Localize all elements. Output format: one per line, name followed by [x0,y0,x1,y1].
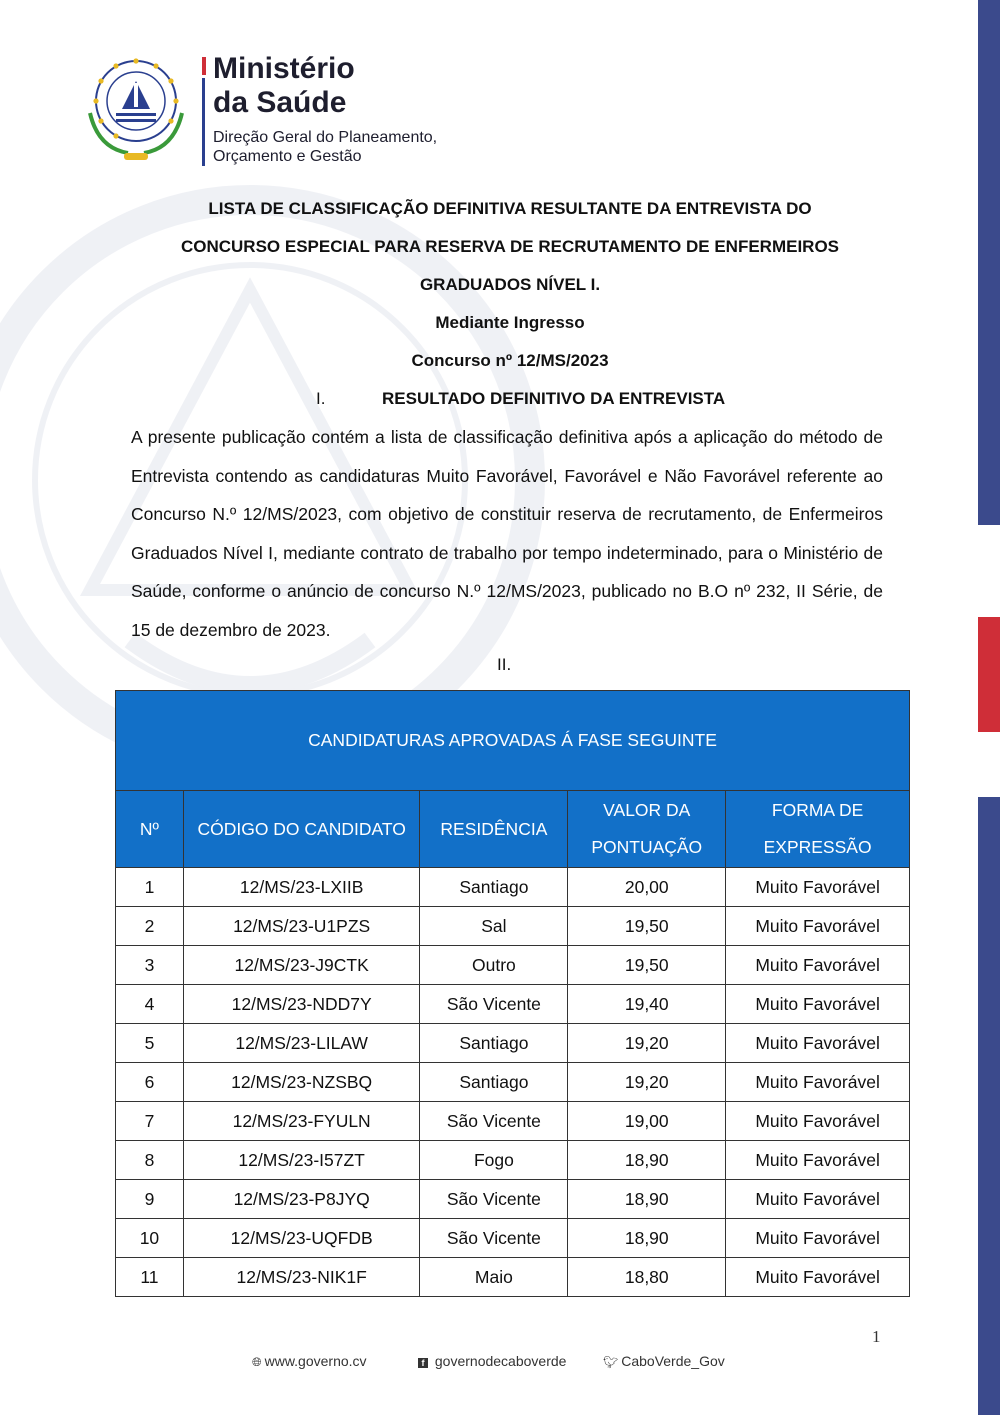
cell-expression: Muito Favorável [726,868,910,907]
section-1-title: RESULTADO DEFINITIVO DA ENTREVISTA [382,389,726,408]
ministry-divider [202,78,205,166]
col-header-expression-line-1: FORMA DE [771,800,864,820]
footer-website[interactable] [252,1353,367,1370]
twitter-text: CaboVerde_Gov [621,1353,725,1369]
cell-expression: Muito Favorável [726,1102,910,1141]
title-line-2: CONCURSO ESPECIAL PARA RESERVA DE RECRUTAMENTO DE ENFERMEIROS [180,237,840,256]
cell-score: 19,50 [568,907,726,946]
globe-icon: 🌐︎ [252,1355,262,1369]
cell-code: 12/MS/23-NIK1F [183,1258,420,1297]
cell-residence: São Vicente [420,1180,568,1219]
republic-seal-logo [80,53,192,165]
cell-code: 12/MS/23-UQFDB [183,1219,420,1258]
cell-score: 18,90 [568,1180,726,1219]
facebook-icon: f [418,1358,428,1368]
cell-residence: Fogo [420,1141,568,1180]
cell-score: 18,90 [568,1141,726,1180]
cell-residence: São Vicente [420,1219,568,1258]
cell-residence: Sal [420,907,568,946]
section-1-number: I. [316,389,326,408]
col-header-code: CÓDIGO DO CANDIDATO [183,791,420,868]
cell-expression: Muito Favorável [726,1063,910,1102]
concurso-number: Concurso nº 12/MS/2023 [411,351,609,370]
ministry-line-2: da Saúde [213,86,347,119]
cell-number: 9 [116,1180,184,1219]
cell-score: 19,20 [568,1063,726,1102]
cell-score: 19,50 [568,946,726,985]
table-row [116,1063,910,1102]
cell-code: 12/MS/23-FYULN [183,1102,420,1141]
cell-number: 11 [116,1258,184,1297]
cell-number: 3 [116,946,184,985]
ministry-line-1: Ministério [213,52,355,85]
cell-residence: São Vicente [420,985,568,1024]
cell-expression: Muito Favorável [726,1219,910,1258]
cell-residence: Santiago [420,1063,568,1102]
table-row [116,1219,910,1258]
cell-expression: Muito Favorável [726,985,910,1024]
cell-number: 5 [116,1024,184,1063]
col-header-score-line-1: VALOR DA [603,800,691,820]
col-header-expression-line-2: EXPRESSÃO [763,837,872,857]
cell-number: 8 [116,1141,184,1180]
cell-code: 12/MS/23-LXIIB [183,868,420,907]
table-caption: CANDIDATURAS APROVADAS Á FASE SEGUINTE [116,691,910,791]
cell-score: 19,00 [568,1102,726,1141]
cell-expression: Muito Favorável [726,907,910,946]
cell-score: 18,80 [568,1258,726,1297]
cell-code: 12/MS/23-I57ZT [183,1141,420,1180]
side-stripe-red [978,617,1000,732]
table-row [116,1024,910,1063]
website-text: www.governo.cv [264,1353,367,1369]
cell-score: 20,00 [568,868,726,907]
cell-code: 12/MS/23-NDD7Y [183,985,420,1024]
table-row [116,907,910,946]
cell-number: 6 [116,1063,184,1102]
cell-residence: São Vicente [420,1102,568,1141]
cell-number: 7 [116,1102,184,1141]
cell-score: 18,90 [568,1219,726,1258]
cell-expression: Muito Favorável [726,1180,910,1219]
ministry-red-mark [202,57,206,75]
cell-residence: Santiago [420,868,568,907]
page-number: 1 [872,1327,881,1346]
side-stripe-blue-top [978,0,1000,525]
cell-expression: Muito Favorável [726,1024,910,1063]
table-row [116,1102,910,1141]
footer-twitter[interactable] [603,1353,725,1369]
table-row [116,1258,910,1297]
cell-number: 4 [116,985,184,1024]
side-stripe-blue-bottom [978,797,1000,1415]
intro-paragraph: A presente publicação contém a lista de classificação definitiva após a aplicação do método de Entrevista contendo as candidaturas Muito Favorável, Favorável e Não Favorável referente ao Concurso N.º 12/MS/2023, com objetivo de constituir reserva de recrutamento, de Enfermeiros Graduados Nível I, mediante contrato de trabalho por tempo indeterminado, para o Ministério de Saúde, conforme o anúncio de concurso N.º 12/MS/2023, publicado no B.O nº 232, II Série, de 15 de dezembro de 2023. [131,427,883,640]
table-row [116,1180,910,1219]
facebook-text: governodecaboverde [434,1353,567,1369]
cell-residence: Maio [420,1258,568,1297]
title-line-1: LISTA DE CLASSIFICAÇÃO DEFINITIVA RESULTANTE DA ENTREVISTA DO [208,199,812,218]
section-2-number: II. [497,655,512,674]
cell-expression: Muito Favorável [726,946,910,985]
col-header-expression [726,791,910,868]
cell-code: 12/MS/23-LILAW [183,1024,420,1063]
results-table [115,690,910,1297]
col-header-score [568,791,726,868]
cell-code: 12/MS/23-NZSBQ [183,1063,420,1102]
cell-number: 10 [116,1219,184,1258]
ministry-name [213,52,355,120]
department-line-2: Orçamento e Gestão [213,148,362,165]
cell-code: 12/MS/23-P8JYQ [183,1180,420,1219]
table-row [116,946,910,985]
cell-number: 2 [116,907,184,946]
cell-code: 12/MS/23-U1PZS [183,907,420,946]
title-line-3: GRADUADOS NÍVEL I. [419,275,601,294]
department-line-1: Direção Geral do Planeamento, [213,129,438,146]
cell-expression: Muito Favorável [726,1258,910,1297]
department-name [213,128,437,166]
table-row [116,985,910,1024]
cell-score: 19,20 [568,1024,726,1063]
cell-score: 19,40 [568,985,726,1024]
cell-code: 12/MS/23-J9CTK [183,946,420,985]
cell-expression: Muito Favorável [726,1141,910,1180]
table-row [116,1141,910,1180]
cell-number: 1 [116,868,184,907]
col-header-number: Nº [116,791,184,868]
table-row [116,868,910,907]
col-header-residence: RESIDÊNCIA [420,791,568,868]
cell-residence: Santiago [420,1024,568,1063]
cell-residence: Outro [420,946,568,985]
col-header-score-line-2: PONTUAÇÃO [591,837,703,857]
subtitle: Mediante Ingresso [435,313,585,332]
twitter-icon: 🐦︎ [603,1355,619,1369]
footer-facebook[interactable] [418,1353,566,1369]
